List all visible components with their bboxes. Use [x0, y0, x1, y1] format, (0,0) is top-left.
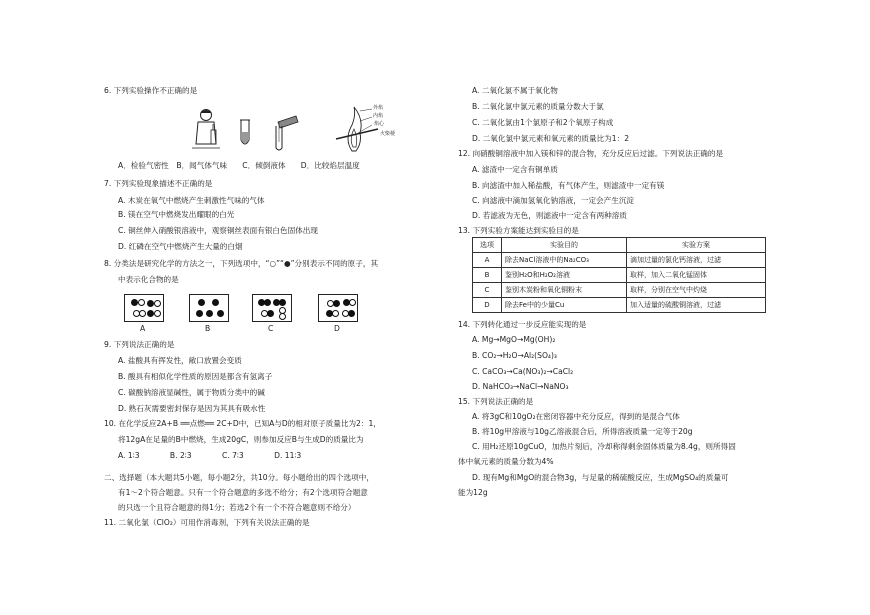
table-cell: 鉴别木炭粉和氧化铜粉末 [502, 283, 627, 298]
q8-label-a: A [140, 324, 146, 333]
q6-figure-d-flame-layers [330, 103, 400, 155]
q11-option-d: D. 二氧化氯中氯元素和氧元素的质量比为1：2 [472, 134, 630, 143]
table-cell: A [473, 253, 502, 268]
q6-figure-c-pour-liquid [268, 112, 302, 154]
q13-table [472, 237, 766, 313]
table-header-row [473, 238, 766, 253]
q14-option-a: A. Mg→MgO→Mg(OH)₂ [472, 335, 556, 344]
flame-label-core: 焰心 [374, 121, 385, 127]
q6-stem: 6. 下列实验操作不正确的是 [104, 86, 198, 95]
q8-box-a [124, 294, 164, 322]
q8-box-b [189, 294, 229, 322]
flame-label-outer: 外焰 [373, 105, 384, 111]
q7-option-b: B. 镁在空气中燃烧发出耀眼的白光 [118, 210, 235, 219]
table-cell: D [473, 298, 502, 313]
q12-option-b: B. 向滤渣中加入稀盐酸，有气体产生，则滤渣中一定有镁 [472, 181, 665, 190]
section2-line1: 二、选择题（本大题共5小题，每小题2分，共10分。每小题给出的四个选项中， [104, 473, 374, 482]
q15-option-d-line1: D. 现有Mg和MgO的混合物3g，与足量的稀硫酸反应，生成MgSO₄的质量可 [472, 473, 729, 482]
q8-label-d: D [334, 324, 340, 333]
q7-option-d: D. 红磷在空气中燃烧产生大量的白烟 [118, 242, 243, 251]
q7-stem: 7. 下列实验现象描述不正确的是 [104, 179, 213, 188]
q11-option-b: B. 二氧化氯中氯元素的质量分数大于氯 [472, 102, 604, 111]
q15-option-c-line2: 体中氧元素的质量分数为4% [458, 457, 554, 466]
q15-stem: 15. 下列说法正确的是 [458, 397, 534, 406]
q9-option-b: B. 酸具有相似化学性质的原因是都含有氢离子 [118, 372, 273, 381]
table-header: 实验方案 [627, 238, 766, 253]
table-cell: 除去NaCl溶液中的Na₂CO₃ [502, 253, 627, 268]
q15-option-d-line2: 能为12g [458, 488, 488, 497]
q11-option-a: A. 二氧化氯不属于氧化物 [472, 86, 558, 95]
q9-option-a: A. 盐酸具有挥发性，敞口放置会变质 [118, 356, 242, 365]
q12-option-a: A. 滤渣中一定含有铜单质 [472, 165, 558, 174]
table-row [473, 253, 766, 268]
table-cell: 取样，加入二氧化锰固体 [627, 268, 766, 283]
q10-options: A. 1∶3 B. 2∶3 C. 7∶3 D. 11∶3 [118, 451, 302, 460]
table-cell: B [473, 268, 502, 283]
q9-stem: 9. 下列说法正确的是 [104, 340, 175, 349]
q12-option-d: D. 若滤液为无色，则滤液中一定含有两种溶质 [472, 211, 627, 220]
q13-stem: 13. 下列实验方案能达到实验目的是 [458, 226, 579, 235]
table-row [473, 268, 766, 283]
table-row [473, 298, 766, 313]
q10-stem-line1: 10. 在化学反应2A+B ══点燃══ 2C+D中，已知A与D的相对原子质量比为2：1， [104, 419, 381, 428]
section2-line2: 有1～2个符合题意。只有一个符合题意的多选不给分；有2个选项符合题意 [118, 488, 368, 497]
flame-label-stick: 火柴梗 [380, 131, 396, 137]
section2-line3: 的只选一个且符合题意的得1分；若选2个有一个不符合题意则不给分） [118, 503, 356, 512]
table-cell: 加入适量的硫酸铜溶液，过滤 [627, 298, 766, 313]
q14-stem: 14. 下列转化通过一步反应能实现的是 [458, 320, 587, 329]
q15-option-a: A. 将3gC和10gO₂在密闭容器中充分反应，得到的是混合气体 [472, 412, 680, 421]
q8-box-c [252, 294, 292, 322]
q10-stem-line2: 将12gA在足量的B中燃烧，生成20gC，则参加反应B与生成D的质量比为 [118, 435, 364, 444]
q6-figure-a-airtightness [186, 108, 226, 150]
q15-option-c-line1: C. 用H₂还原10gCuO，加热片刻后，冷却称得剩余固体质量为8.4g，则所得固 [472, 442, 736, 451]
q7-option-a: A. 木炭在氧气中燃烧产生刺激性气味的气体 [118, 196, 265, 205]
q11-stem: 11. 二氧化氯（ClO₂）可用作消毒剂，下列有关说法正确的是 [104, 518, 310, 527]
q11-option-c: C. 二氧化氯由1个氯原子和2个氧原子构成 [472, 118, 614, 127]
q8-stem-line1: 8. 分类法是研究化学的方法之一，下列选项中，“○”“●”分别表示不同的原子，其 [104, 259, 379, 268]
q9-option-c: C. 碳酸钠溶液显碱性，属于物质分类中的碱 [118, 388, 265, 397]
q6-figure-b-smell-gas [236, 118, 254, 152]
table-header: 实验目的 [502, 238, 627, 253]
q12-option-c: C. 向滤液中滴加氢氧化钠溶液，一定会产生沉淀 [472, 196, 635, 205]
table-cell: 鉴别H₂O和H₂O₂溶液 [502, 268, 627, 283]
q9-option-d: D. 熟石灰需要密封保存是因为其具有吸水性 [118, 404, 266, 413]
q8-box-d [318, 294, 358, 322]
q8-label-b: B [205, 324, 211, 333]
flame-label-inner: 内焰 [373, 113, 384, 119]
table-cell: 除去Fe中的少量Cu [502, 298, 627, 313]
q14-option-b: B. CO₂→H₂O→Al₂(SO₄)₃ [472, 351, 557, 360]
q14-option-c: C. CaCO₃→Ca(NO₃)₂→CaCl₂ [472, 367, 574, 376]
table-cell: 滴加过量的氯化钙溶液，过滤 [627, 253, 766, 268]
q6-options: A．检验气密性 B．闻气体气味 C．倾倒液体 D．比较焰层温度 [118, 161, 360, 170]
q14-option-d: D. NaHCO₃→NaCl→NaNO₃ [472, 382, 569, 391]
table-cell: C [473, 283, 502, 298]
q7-option-c: C. 铜丝伸入硝酸银溶液中，观察铜丝表面有银白色固体出现 [118, 226, 318, 235]
table-cell: 取样，分别在空气中灼烧 [627, 283, 766, 298]
table-header: 选项 [473, 238, 502, 253]
q8-stem-line2: 中表示化合物的是 [118, 275, 179, 284]
q12-stem: 12. 向硝酸铜溶液中加入镁和锌的混合物，充分反应后过滤。下列说法正确的是 [458, 149, 724, 158]
table-row [473, 283, 766, 298]
q15-option-b: B. 将10g甲溶液与10g乙溶液混合后，所得溶液质量一定等于20g [472, 427, 693, 436]
q8-label-c: C [268, 324, 274, 333]
